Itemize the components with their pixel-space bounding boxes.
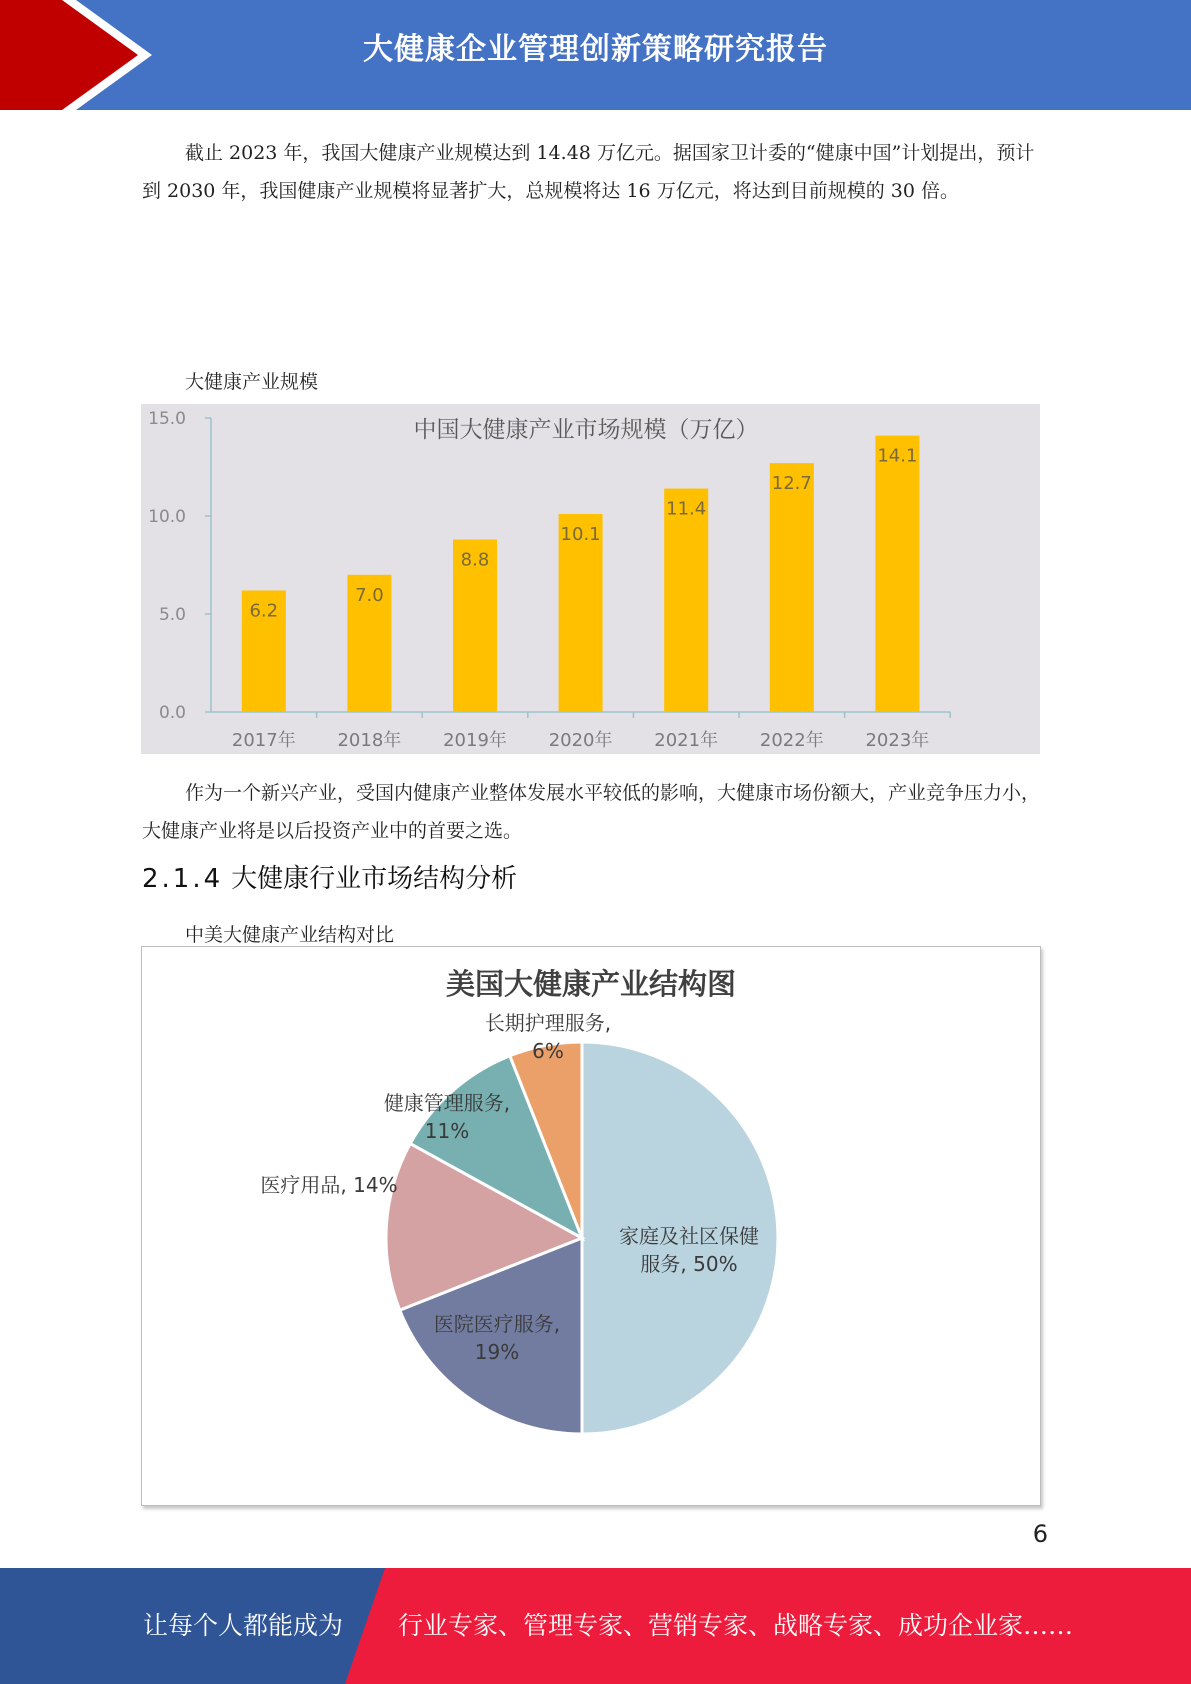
pie-chart-caption: 中美大健康产业结构对比	[185, 924, 395, 946]
x-tick-label: 2018年	[337, 730, 402, 751]
bar-chart	[141, 404, 1040, 754]
pie-slice-label: 19%	[474, 1340, 520, 1364]
bar	[664, 489, 708, 712]
intro-paragraph: 截止 2023 年，我国大健康产业规模达到 14.48 万亿元。据国家卫计委的“健康中国”计划提出，预计到 2030 年，我国健康产业规模将显著扩大，总规模将达 16 万亿元，将达到目前规模的 30 倍。	[142, 142, 1035, 202]
pie-slice-label: 11%	[424, 1119, 470, 1143]
y-tick-label: 0.0	[158, 703, 186, 723]
y-tick-label: 15.0	[148, 409, 186, 429]
pie-slice-label: 医院医疗服务,	[433, 1312, 561, 1336]
bar-value-label: 8.8	[460, 549, 490, 571]
bar-value-label: 10.1	[560, 524, 601, 546]
section-heading	[142, 858, 517, 895]
pie-slice-label: 长期护理服务,	[484, 1011, 612, 1035]
pie-slice-label: 6%	[532, 1039, 564, 1063]
x-tick-label: 2021年	[654, 730, 719, 751]
section-number: 2.1.4	[142, 864, 224, 894]
pie-slice-label: 医疗用品, 14%	[260, 1173, 398, 1197]
pie-slice-label: 健康管理服务,	[383, 1091, 511, 1115]
bar-value-label: 14.1	[877, 445, 918, 467]
section-title: 大健康行业市场结构分析	[231, 864, 518, 894]
footer-left-text: 让每个人都能成为	[143, 1611, 344, 1640]
pie-slice-label: 服务, 50%	[640, 1252, 738, 1276]
bar	[770, 463, 814, 712]
x-tick-label: 2019年	[443, 730, 507, 751]
x-tick-label: 2017年	[231, 730, 296, 751]
footer-right-text: 行业专家、管理专家、营销专家、战略专家、成功企业家……	[398, 1611, 1074, 1640]
pie-chart-svg	[142, 947, 1040, 1505]
header-title: 大健康企业管理创新策略研究报告	[363, 32, 828, 67]
page-header	[0, 0, 1191, 110]
bar-value-label: 12.7	[771, 473, 812, 495]
y-tick-label: 5.0	[158, 605, 186, 625]
bar-chart-caption: 大健康产业规模	[185, 371, 319, 393]
bar-value-label: 7.0	[355, 584, 384, 606]
x-tick-label: 2023年	[865, 730, 930, 751]
bar	[875, 436, 919, 712]
x-tick-label: 2022年	[759, 730, 824, 751]
page-footer	[0, 1568, 1191, 1684]
bar-value-label: 11.4	[666, 498, 707, 520]
bar-chart-title: 中国大健康产业市场规模（万亿）	[413, 417, 759, 443]
second-paragraph: 作为一个新兴产业，受国内健康产业整体发展水平较低的影响，大健康市场份额大，产业竞争压力小，大健康产业将是以后投资产业中的首要之选。	[142, 782, 1041, 842]
page-number: 6	[1032, 1520, 1048, 1548]
bar-chart-svg	[141, 404, 1040, 754]
pie-slice-label: 家庭及社区保健	[619, 1224, 759, 1248]
pie-chart	[141, 946, 1041, 1506]
x-tick-label: 2020年	[548, 730, 613, 751]
bar-value-label: 6.2	[249, 600, 279, 622]
pie-chart-title: 美国大健康产业结构图	[445, 967, 737, 1001]
y-tick-label: 10.0	[148, 507, 186, 527]
